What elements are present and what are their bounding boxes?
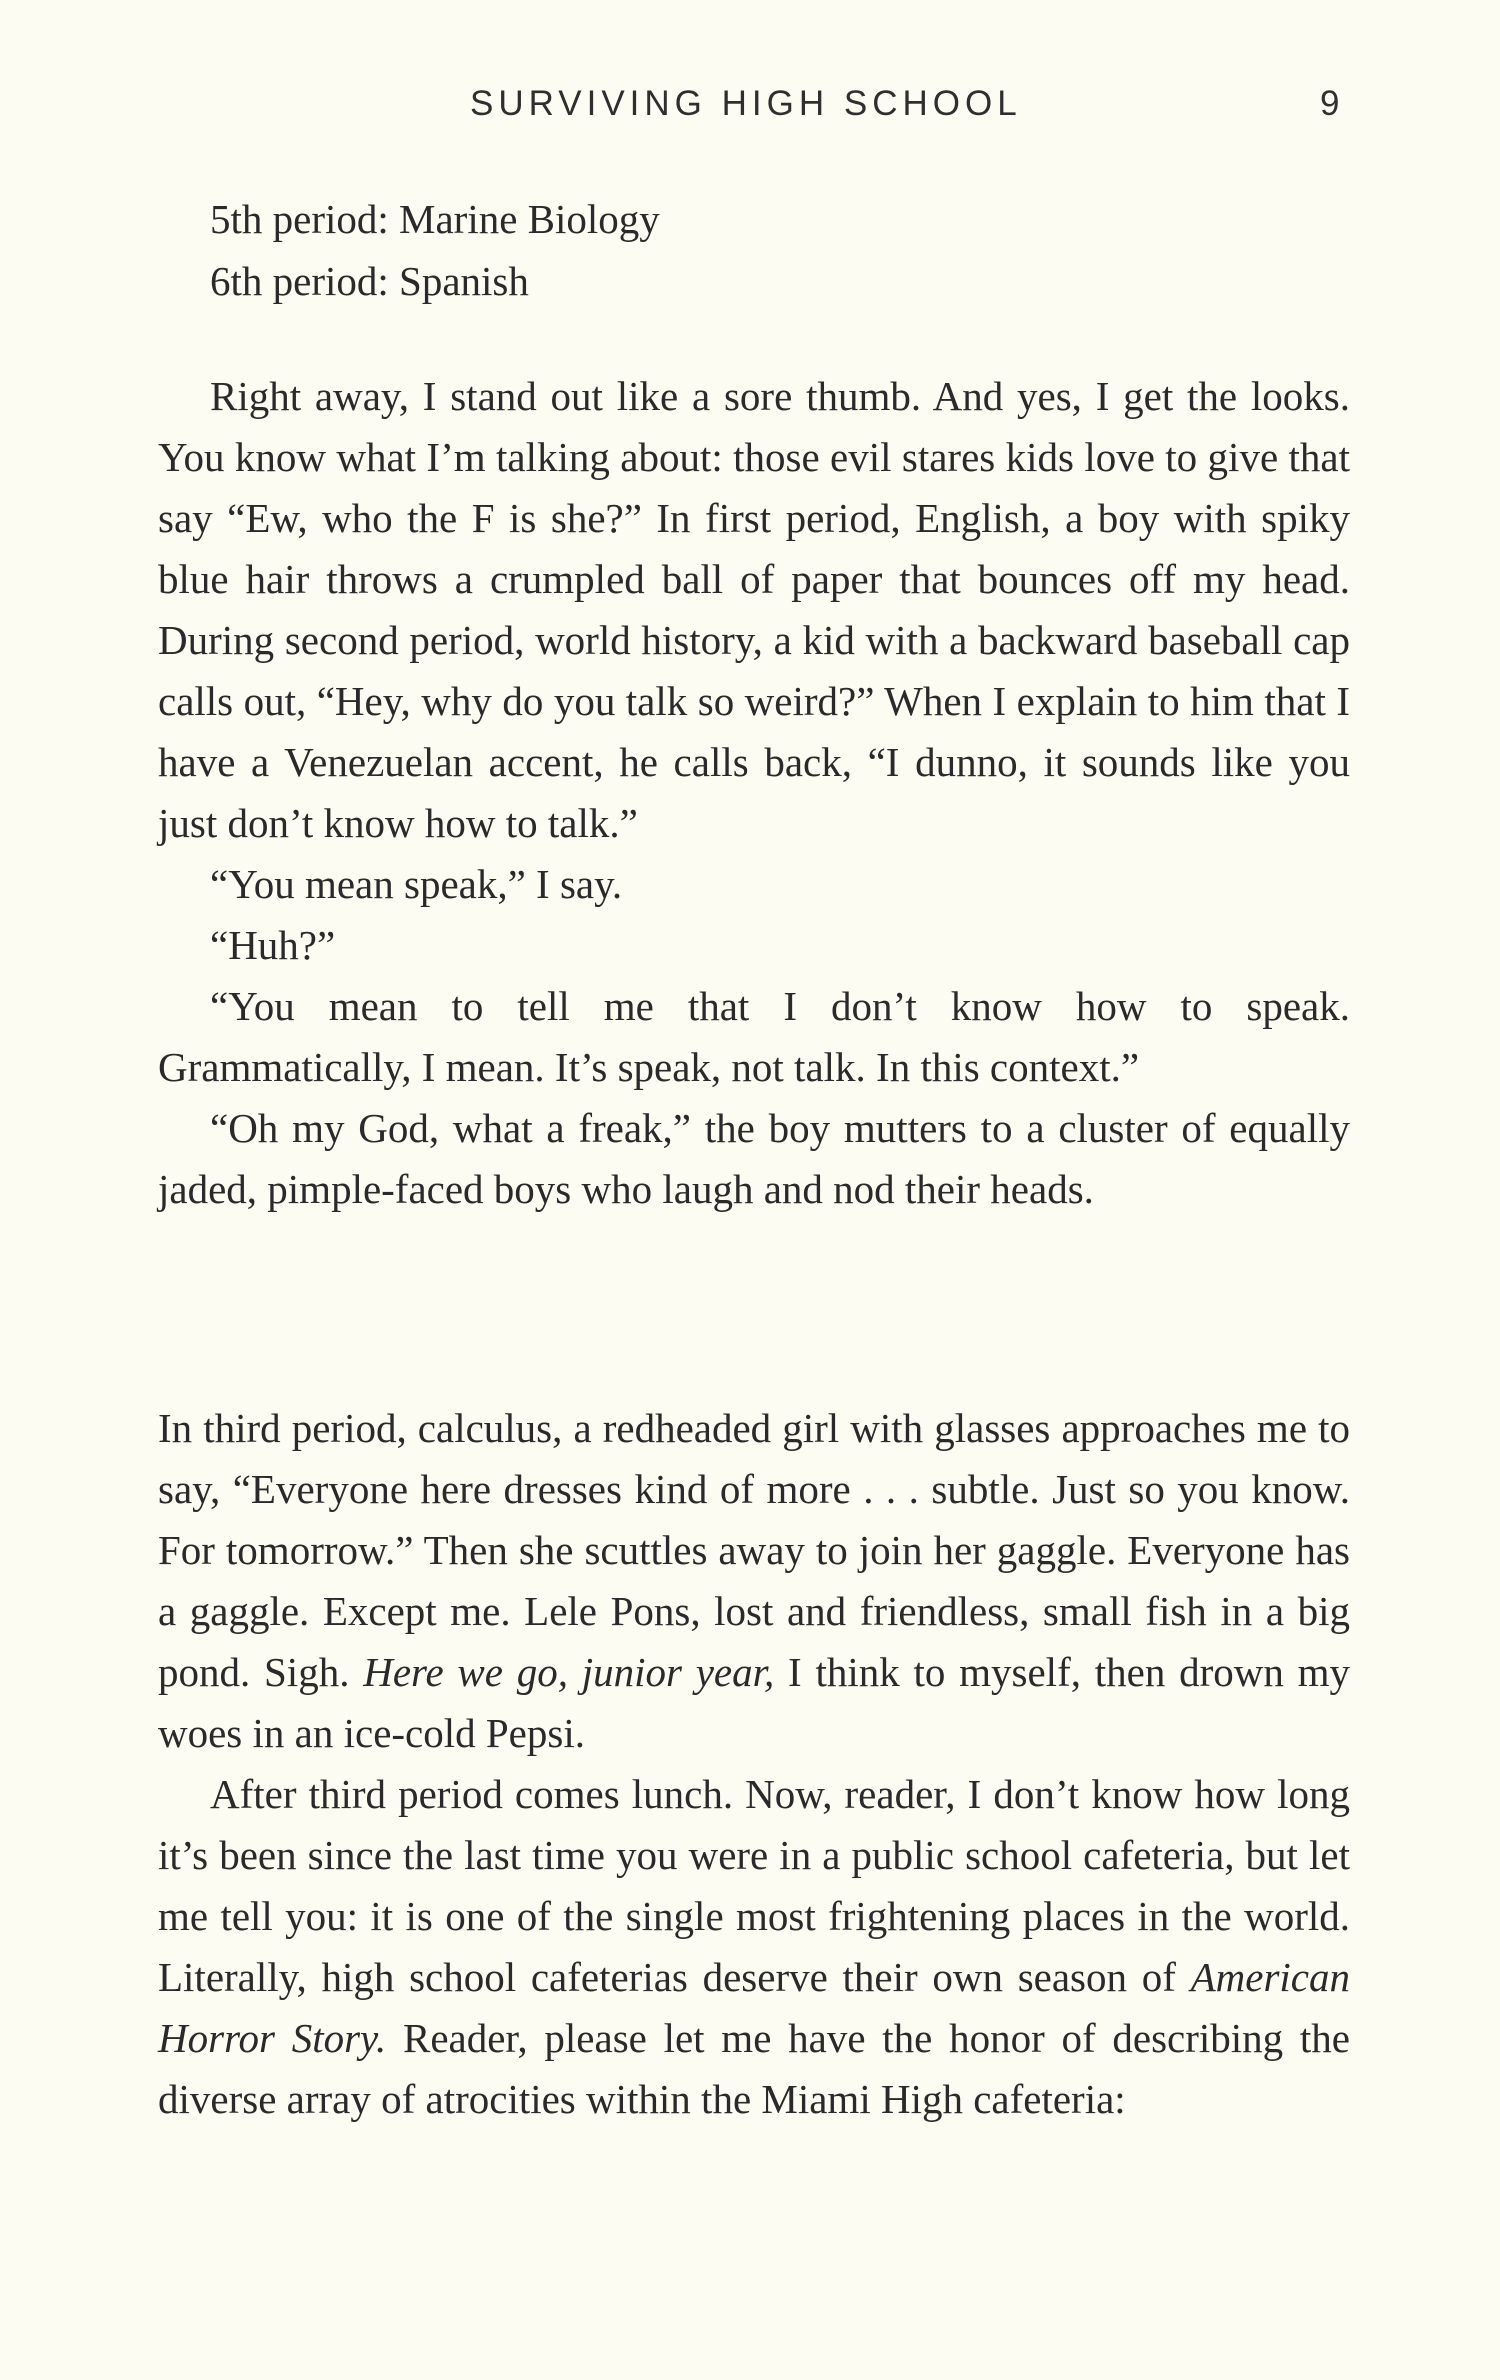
paragraph-you-mean-speak: “You mean speak,” I say. (210, 861, 623, 907)
paragraph-stand-out: Right away, I stand out like a sore thumb. And yes, I get the looks. You know what I’m talking about: those evil stares kids love to give that say “Ew, who the F is she?” In first period, English, a boy with spiky blue hair throws a crumpled ball of paper that bounces off my head. During second period, world history, a kid with a backward baseball cap calls out, “Hey, why do you talk so weird?” When I explain to him that I have a Venezuelan accent, he calls back, “I dunno, it sounds like you just don’t know how to talk.” (158, 373, 1350, 846)
class-schedule (210, 188, 660, 312)
paragraph-huh: “Huh?” (210, 922, 336, 968)
page-number: 9 (1320, 84, 1340, 123)
paragraph-third-period-text-b: I think to myself, then drown my woes in an ice-cold Pepsi. (158, 1649, 1350, 1756)
paragraph-lunch-cafeteria (158, 1764, 1350, 2130)
section-third-period (158, 1398, 1350, 2130)
section-first-day-looks (158, 366, 1350, 1220)
running-head: SURVIVING HIGH SCHOOL (470, 84, 1022, 123)
italic-here-we-go: Here we go, junior year, (363, 1649, 775, 1695)
schedule-line-6th-period: 6th period: Spanish (210, 258, 529, 304)
italic-american-horror-story: American Horror Story. (158, 1954, 1350, 2061)
schedule-line-5th-period: 5th period: Marine Biology (210, 196, 660, 242)
paragraph-grammatically: “You mean to tell me that I don’t know how to speak. Grammatically, I mean. It’s speak, not talk. In this context.” (158, 983, 1350, 1090)
paragraph-lunch-text-a: After third period comes lunch. Now, reader, I don’t know how long it’s been since the last time you were in a public school cafeteria, but let me tell you: it is one of the single most frightening places in the world. Literally, high school cafeterias deserve their own season of (158, 1771, 1350, 2000)
paragraph-third-period-text-a: In third period, calculus, a redheaded girl with glasses approaches me to say, “Everyone here dresses kind of more . . . subtle. Just so you know. For tomorrow.” Then she scuttles away to join her gaggle. Everyone has a gaggle. Except me. Lele Pons, lost and friendless, small fish in a big pond. Sigh. (158, 1405, 1350, 1695)
paragraph-lunch-text-b: Reader, please let me have the honor of describing the diverse array of atrocities within the Miami High cafeteria: (158, 2015, 1350, 2122)
paragraph-what-a-freak: “Oh my God, what a freak,” the boy mutters to a cluster of equally jaded, pimple-faced boys who laugh and nod their heads. (158, 1105, 1350, 1212)
paragraph-third-period (158, 1398, 1350, 1764)
